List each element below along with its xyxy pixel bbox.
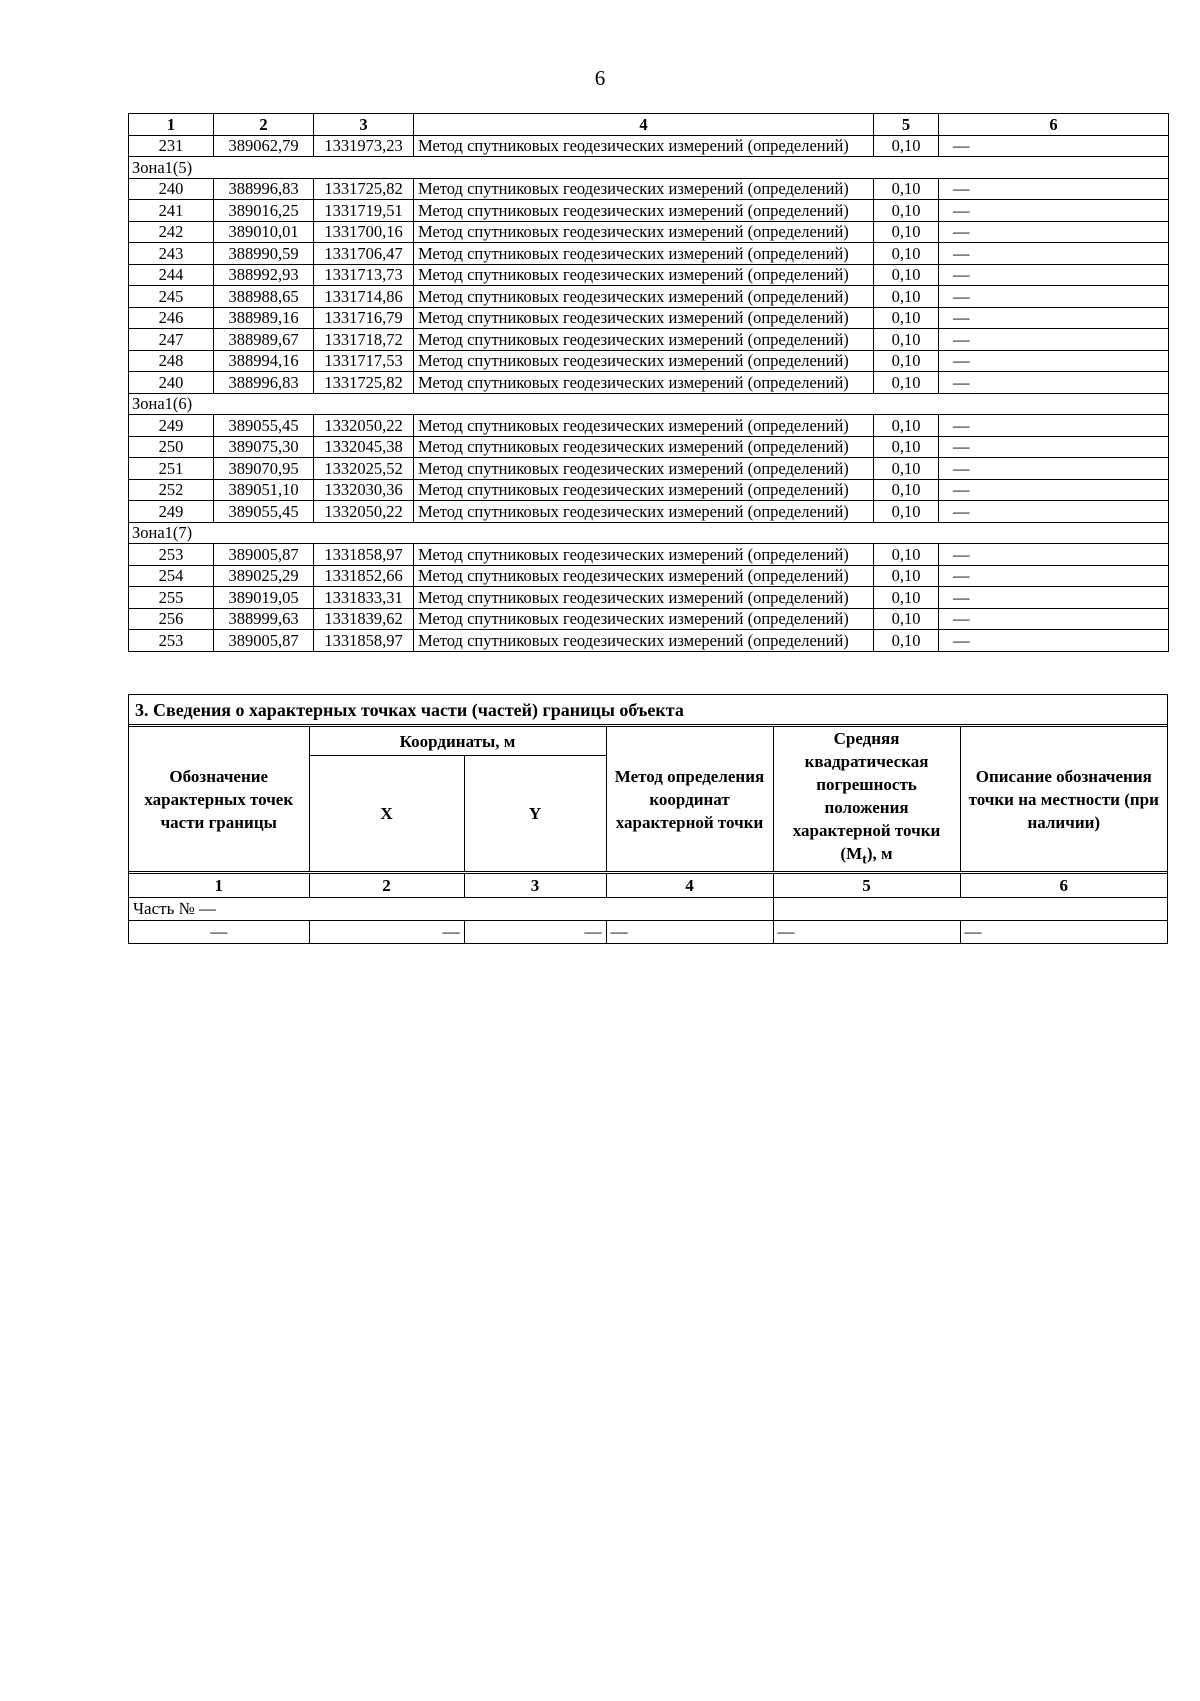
parts-column-number-4: 4	[606, 873, 773, 898]
cell-description: —	[939, 286, 1169, 308]
cell-coord-y: 1331714,86	[314, 286, 414, 308]
table-row	[129, 372, 1169, 394]
header-error-subscript: t	[862, 851, 867, 868]
cell-coord-x: 388989,67	[214, 329, 314, 351]
table-row	[129, 350, 1169, 372]
cell-coord-x: 389010,01	[214, 221, 314, 243]
cell-precision: 0,10	[874, 544, 939, 566]
cell-precision: 0,10	[874, 178, 939, 200]
column-number-1: 1	[129, 114, 214, 136]
column-number-4: 4	[414, 114, 874, 136]
cell-method: Метод спутниковых геодезических измерений (определений)	[414, 264, 874, 286]
coordinates-table	[128, 113, 1169, 652]
cell-coord-x: 389005,87	[214, 544, 314, 566]
zone-label: Зона1(7)	[129, 522, 1169, 544]
cell-precision: 0,10	[874, 135, 939, 157]
cell-coord-y: 1331700,16	[314, 221, 414, 243]
cell-coord-x: 389062,79	[214, 135, 314, 157]
cell-description: —	[939, 587, 1169, 609]
cell-coord-x: 389005,87	[214, 630, 314, 652]
zone-label: Зона1(6)	[129, 393, 1169, 415]
cell-precision: 0,10	[874, 264, 939, 286]
cell-coord-x: 388996,83	[214, 372, 314, 394]
cell-point-id: 254	[129, 565, 214, 587]
cell-point-id: 251	[129, 458, 214, 480]
cell-precision: 0,10	[874, 350, 939, 372]
cell-method: Метод спутниковых геодезических измерений (определений)	[414, 135, 874, 157]
cell-method: Метод спутниковых геодезических измерений (определений)	[414, 372, 874, 394]
cell-description: —	[939, 630, 1169, 652]
cell-point-id: 241	[129, 200, 214, 222]
cell-point-id: 240	[129, 178, 214, 200]
zone-row	[129, 393, 1169, 415]
cell-description: —	[939, 307, 1169, 329]
cell-description: —	[939, 200, 1169, 222]
cell-coord-x: 389016,25	[214, 200, 314, 222]
cell-method: Метод спутниковых геодезических измерений (определений)	[414, 178, 874, 200]
cell-point-id: 253	[129, 544, 214, 566]
cell-method: Метод спутниковых геодезических измерений (определений)	[414, 415, 874, 437]
cell-coord-x: 389019,05	[214, 587, 314, 609]
table-row	[129, 587, 1169, 609]
cell-coord-y: 1331858,97	[314, 544, 414, 566]
cell-coord-x: 389070,95	[214, 458, 314, 480]
parts-column-number-1: 1	[129, 873, 309, 898]
cell-coord-y: 1331833,31	[314, 587, 414, 609]
cell-coord-y: 1331716,79	[314, 307, 414, 329]
column-number-5: 5	[874, 114, 939, 136]
cell-description: —	[939, 372, 1169, 394]
cell-precision: 0,10	[874, 479, 939, 501]
empty-cell-3: —	[464, 921, 606, 944]
table-row	[129, 608, 1169, 630]
cell-method: Метод спутниковых геодезических измерений (определений)	[414, 221, 874, 243]
coordinates-table-header-row	[129, 114, 1169, 136]
empty-cell-4: —	[606, 921, 773, 944]
cell-description: —	[939, 178, 1169, 200]
cell-point-id: 255	[129, 587, 214, 609]
cell-point-id: 231	[129, 135, 214, 157]
cell-method: Метод спутниковых геодезических измерений (определений)	[414, 458, 874, 480]
cell-precision: 0,10	[874, 458, 939, 480]
parts-section	[128, 694, 1168, 944]
cell-coord-x: 388994,16	[214, 350, 314, 372]
cell-description: —	[939, 565, 1169, 587]
table-row	[129, 436, 1169, 458]
table-row	[129, 630, 1169, 652]
header-description: Описание обозначения точки на местности (при наличии)	[960, 727, 1167, 873]
cell-coord-x: 389075,30	[214, 436, 314, 458]
cell-point-id: 240	[129, 372, 214, 394]
cell-description: —	[939, 436, 1169, 458]
cell-point-id: 248	[129, 350, 214, 372]
table-row	[129, 329, 1169, 351]
cell-method: Метод спутниковых геодезических измерений (определений)	[414, 286, 874, 308]
cell-coord-y: 1331706,47	[314, 243, 414, 265]
table-row	[129, 135, 1169, 157]
cell-method: Метод спутниковых геодезических измерений (определений)	[414, 479, 874, 501]
cell-precision: 0,10	[874, 307, 939, 329]
cell-coord-y: 1331719,51	[314, 200, 414, 222]
header-designation: Обозначение характерных точек части границы	[129, 727, 309, 873]
cell-coord-y: 1332050,22	[314, 415, 414, 437]
cell-coord-y: 1332050,22	[314, 501, 414, 523]
part-label-spacer	[773, 898, 1167, 921]
cell-coord-y: 1331973,23	[314, 135, 414, 157]
table-row	[129, 479, 1169, 501]
table-row	[129, 286, 1169, 308]
cell-method: Метод спутниковых геодезических измерений (определений)	[414, 608, 874, 630]
cell-point-id: 245	[129, 286, 214, 308]
cell-coord-x: 389055,45	[214, 501, 314, 523]
cell-coord-x: 388988,65	[214, 286, 314, 308]
cell-coord-x: 388990,59	[214, 243, 314, 265]
cell-point-id: 249	[129, 415, 214, 437]
cell-method: Метод спутниковых геодезических измерений (определений)	[414, 501, 874, 523]
empty-cell-5: —	[773, 921, 960, 944]
cell-point-id: 250	[129, 436, 214, 458]
header-y: Y	[464, 756, 606, 873]
cell-coord-y: 1332045,38	[314, 436, 414, 458]
cell-point-id: 243	[129, 243, 214, 265]
cell-description: —	[939, 608, 1169, 630]
cell-method: Метод спутниковых геодезических измерений (определений)	[414, 565, 874, 587]
cell-description: —	[939, 329, 1169, 351]
cell-method: Метод спутниковых геодезических измерений (определений)	[414, 243, 874, 265]
part-label-row	[129, 898, 1167, 921]
cell-point-id: 242	[129, 221, 214, 243]
cell-precision: 0,10	[874, 436, 939, 458]
cell-description: —	[939, 501, 1169, 523]
cell-coord-y: 1331718,72	[314, 329, 414, 351]
cell-coord-y: 1331717,53	[314, 350, 414, 372]
cell-coord-x: 388999,63	[214, 608, 314, 630]
cell-description: —	[939, 479, 1169, 501]
coordinates-table-body	[129, 135, 1169, 651]
cell-point-id: 246	[129, 307, 214, 329]
cell-coord-y: 1331852,66	[314, 565, 414, 587]
cell-description: —	[939, 135, 1169, 157]
section-title: 3. Сведения о характерных точках части (частей) границы объекта	[129, 695, 1167, 727]
cell-point-id: 249	[129, 501, 214, 523]
table-row	[129, 264, 1169, 286]
cell-coord-y: 1332030,36	[314, 479, 414, 501]
cell-coord-x: 388989,16	[214, 307, 314, 329]
cell-coord-x: 388992,93	[214, 264, 314, 286]
table-row	[129, 501, 1169, 523]
table-row	[129, 415, 1169, 437]
cell-coord-x: 389055,45	[214, 415, 314, 437]
cell-method: Метод спутниковых геодезических измерений (определений)	[414, 200, 874, 222]
table-row	[129, 243, 1169, 265]
header-error	[773, 727, 960, 873]
parts-column-number-3: 3	[464, 873, 606, 898]
cell-method: Метод спутниковых геодезических измерений (определений)	[414, 436, 874, 458]
table-row	[129, 307, 1169, 329]
cell-coord-x: 389025,29	[214, 565, 314, 587]
page-number: 6	[594, 66, 606, 90]
empty-cell-2: —	[309, 921, 464, 944]
cell-precision: 0,10	[874, 415, 939, 437]
parts-header-row	[129, 727, 1167, 756]
table-row	[129, 458, 1169, 480]
table-row	[129, 200, 1169, 222]
table-row	[129, 178, 1169, 200]
cell-description: —	[939, 415, 1169, 437]
cell-coord-y: 1331839,62	[314, 608, 414, 630]
empty-cell-6: —	[960, 921, 1167, 944]
zone-label: Зона1(5)	[129, 157, 1169, 179]
cell-point-id: 252	[129, 479, 214, 501]
cell-method: Метод спутниковых геодезических измерений (определений)	[414, 350, 874, 372]
cell-precision: 0,10	[874, 221, 939, 243]
cell-precision: 0,10	[874, 565, 939, 587]
cell-method: Метод спутниковых геодезических измерений (определений)	[414, 544, 874, 566]
cell-coord-y: 1331713,73	[314, 264, 414, 286]
column-number-2: 2	[214, 114, 314, 136]
cell-coord-y: 1331858,97	[314, 630, 414, 652]
cell-description: —	[939, 350, 1169, 372]
cell-precision: 0,10	[874, 587, 939, 609]
parts-column-number-5: 5	[773, 873, 960, 898]
header-method: Метод определения координат характерной точки	[606, 727, 773, 873]
cell-point-id: 247	[129, 329, 214, 351]
cell-precision: 0,10	[874, 329, 939, 351]
cell-method: Метод спутниковых геодезических измерений (определений)	[414, 329, 874, 351]
cell-coord-y: 1332025,52	[314, 458, 414, 480]
table-row	[129, 544, 1169, 566]
cell-point-id: 253	[129, 630, 214, 652]
parts-column-numbers-row	[129, 873, 1167, 898]
cell-point-id: 244	[129, 264, 214, 286]
cell-method: Метод спутниковых геодезических измерений (определений)	[414, 587, 874, 609]
parts-table	[129, 727, 1167, 943]
table-row	[129, 221, 1169, 243]
cell-description: —	[939, 458, 1169, 480]
cell-description: —	[939, 221, 1169, 243]
parts-column-number-2: 2	[309, 873, 464, 898]
cell-precision: 0,10	[874, 200, 939, 222]
cell-method: Метод спутниковых геодезических измерений (определений)	[414, 307, 874, 329]
cell-coord-x: 389051,10	[214, 479, 314, 501]
cell-description: —	[939, 243, 1169, 265]
cell-precision: 0,10	[874, 501, 939, 523]
parts-column-number-6: 6	[960, 873, 1167, 898]
cell-precision: 0,10	[874, 243, 939, 265]
zone-row	[129, 157, 1169, 179]
cell-description: —	[939, 264, 1169, 286]
cell-coord-x: 388996,83	[214, 178, 314, 200]
cell-coord-y: 1331725,82	[314, 178, 414, 200]
column-number-3: 3	[314, 114, 414, 136]
part-empty-row	[129, 921, 1167, 944]
cell-precision: 0,10	[874, 630, 939, 652]
column-number-6: 6	[939, 114, 1169, 136]
cell-method: Метод спутниковых геодезических измерений (определений)	[414, 630, 874, 652]
cell-precision: 0,10	[874, 608, 939, 630]
header-error-text: Средняя квадратическая погрешность положения характерной точки (M	[792, 729, 941, 863]
zone-row	[129, 522, 1169, 544]
cell-precision: 0,10	[874, 286, 939, 308]
table-row	[129, 565, 1169, 587]
part-label: Часть № —	[129, 898, 773, 921]
cell-coord-y: 1331725,82	[314, 372, 414, 394]
cell-precision: 0,10	[874, 372, 939, 394]
empty-cell-1: —	[129, 921, 309, 944]
cell-description: —	[939, 544, 1169, 566]
header-coordinates: Координаты, м	[309, 727, 606, 756]
header-x: X	[309, 756, 464, 873]
cell-point-id: 256	[129, 608, 214, 630]
header-error-suffix: ), м	[866, 844, 893, 863]
